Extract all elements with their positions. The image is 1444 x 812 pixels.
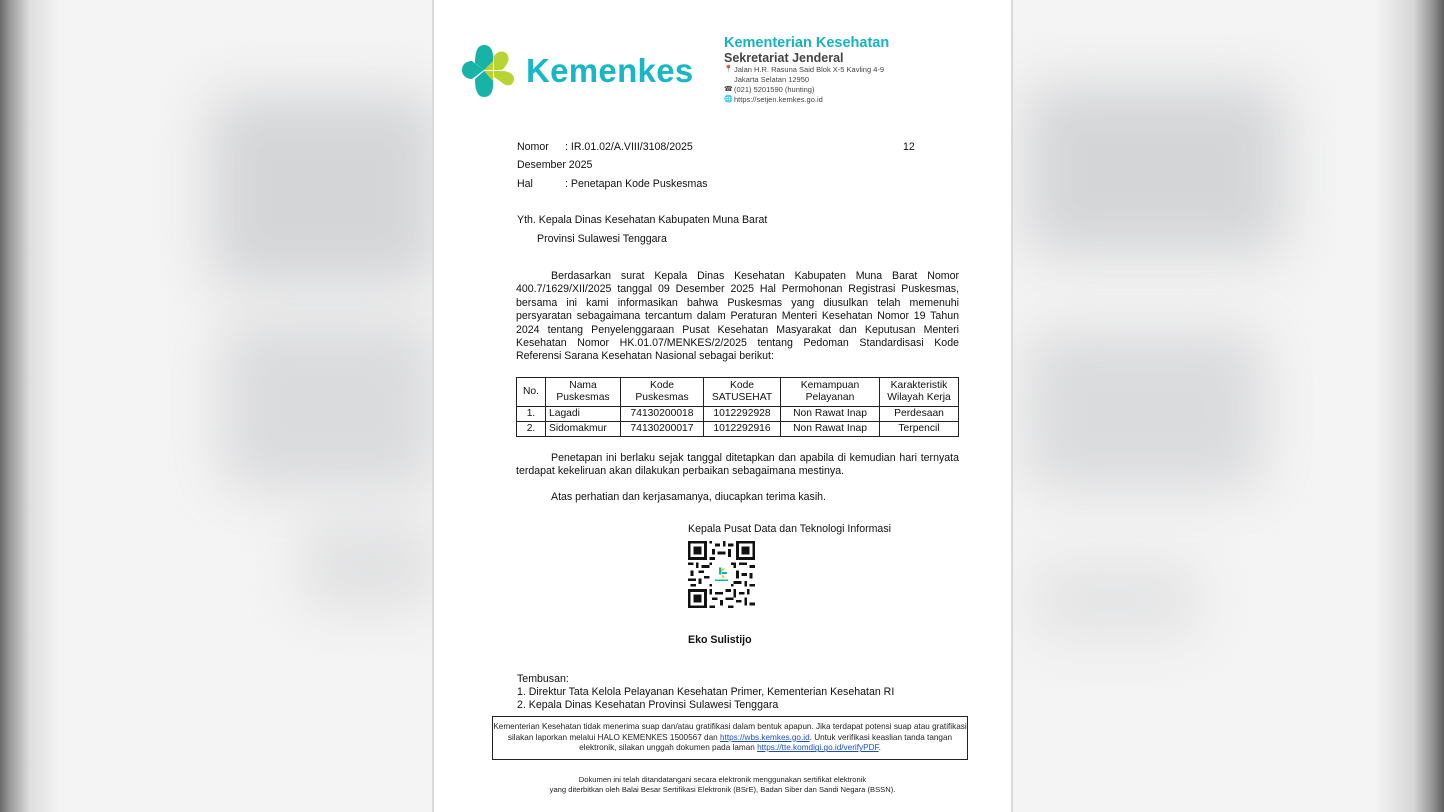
hal-value: : Penetapan Kode Puskesmas — [565, 178, 708, 190]
wbs-link[interactable]: https://wbs.kemkes.go.id — [719, 732, 810, 742]
puskesmas-table — [516, 377, 959, 437]
e-signature-footer — [434, 775, 1011, 795]
table-header-row — [517, 378, 959, 407]
cell-no: 2. — [517, 422, 546, 437]
hal-label: Hal — [517, 178, 533, 190]
cell-kode-puskesmas: 74130200017 — [621, 422, 704, 437]
notice-text: Kementerian Kesehatan tidak menerima suap dan/atau gratifikasi dalam bentuk apapun. Jika terdapat potensi suap atau gratifikasi silakan laporkan melalui HALO KEMENKES 1500567 dan — [493, 722, 967, 742]
blur-shape — [1025, 330, 1265, 490]
notice-text: . Untuk verifikasi keaslian tanda tangan elektronik, silakan unggah dokumen pada laman — [579, 732, 953, 753]
footer-line-2: yang diterbitkan oleh Balai Besar Sertifikasi Elektronik (BSrE), Badan Siber dan Sandi Negara (BSSN). — [549, 785, 896, 794]
col-nama: Nama Puskesmas — [546, 378, 621, 407]
tembusan-item-1: 1. Direktur Tata Kelola Pelayanan Kesehatan Primer, Kementerian Kesehatan RI — [517, 686, 895, 698]
org-subunit: Sekretariat Jenderal — [724, 51, 844, 65]
footer-line-1: Dokumen ini telah ditandatangani secara elektronik menggunakan sertifikat elektronik — [578, 775, 867, 784]
nomor-value: : IR.01.02/A.VIII/3108/2025 — [565, 141, 693, 153]
cell-nama: Sidomakmur — [546, 422, 621, 437]
tembusan-label: Tembusan: — [517, 673, 569, 685]
qr-code-icon — [688, 541, 755, 608]
kemenkes-logo-icon — [462, 43, 516, 99]
body-paragraph-2: Penetapan ini berlaku sejak tanggal ditetapkan dan apabila di kemudian hari ternyata terdapat kekeliruan akan dilakukan perbaikan sebagaimana mestinya. — [516, 452, 959, 478]
tembusan-item-2: 2. Kepala Dinas Kesehatan Provinsi Sulawesi Tenggara — [517, 699, 779, 711]
phone-icon: ☎ — [724, 86, 733, 93]
cell-kode-puskesmas: 74130200018 — [621, 407, 704, 422]
blur-shape — [220, 320, 440, 490]
blur-shape — [300, 520, 440, 610]
location-pin-icon: 📍 — [724, 66, 733, 73]
nomor-label: Nomor — [517, 141, 549, 153]
recipient-line-2: Provinsi Sulawesi Tenggara — [537, 233, 667, 245]
cell-kemampuan: Non Rawat Inap — [781, 422, 880, 437]
document-page — [432, 0, 1013, 812]
cell-karakteristik: Terpencil — [880, 422, 959, 437]
anti-gratification-notice — [492, 716, 968, 760]
signer-name: Eko Sulistijo — [688, 634, 752, 646]
address-line — [724, 65, 889, 75]
blur-shape — [1025, 85, 1285, 255]
cell-karakteristik: Perdesaan — [880, 407, 959, 422]
cell-nama: Lagadi — [546, 407, 621, 422]
recipient-line-1: Yth. Kepala Dinas Kesehatan Kabupaten Muna Barat — [517, 214, 768, 226]
blur-shape — [1030, 560, 1200, 640]
body-paragraph-1: Berdasarkan surat Kepala Dinas Kesehatan Kabupaten Muna Barat Nomor 400.7/1629/XII/2025 tanggal 09 Desember 2025 Hal Permohonan Registrasi Puskesmas, bersama ini kami informasikan bahwa Puskesmas yang diusulkan telah memenuhi persyaratan sebagaimana tercantum dalam Peraturan Menteri Kesehatan Nomor 19 Tahun 2024 tentang Penyelenggaraan Pusat Kesehatan Masyarakat dan Keputusan Menteri Kesehatan Nomor HK.01.07/MENKES/2/2025 tentang Pedoman Standardisasi Kode Referensi Sarana Kesehatan Nasional sebagai berikut: — [516, 270, 959, 363]
date-day: 12 — [903, 141, 915, 153]
col-kemampuan: Kemampuan Pelayanan — [781, 378, 880, 407]
right-vignette — [1374, 0, 1444, 812]
signer-title: Kepala Pusat Data dan Teknologi Informasi — [688, 523, 891, 535]
org-block — [724, 36, 889, 105]
address-text: Jalan H.R. Rasuna Said Blok X-5 Kavling 4-9 — [734, 65, 885, 74]
cell-no: 1. — [517, 407, 546, 422]
col-kode-satusehat: Kode SATUSEHAT — [704, 378, 781, 407]
globe-icon: 🌐 — [724, 96, 733, 103]
address-line-2: Jakarta Selatan 12950 — [734, 75, 810, 84]
kemenkes-wordmark: Kemenkes — [526, 52, 694, 89]
phone-text: (021) 5201590 (hunting) — [734, 85, 815, 94]
phone-line — [724, 85, 889, 95]
col-karakteristik: Karakteristik Wilayah Kerja — [880, 378, 959, 407]
date-month-year: Desember 2025 — [517, 159, 593, 171]
blur-shape — [210, 95, 440, 285]
col-no: No. — [517, 378, 546, 407]
col-kode-puskesmas: Kode Puskesmas — [621, 378, 704, 407]
left-vignette — [0, 0, 60, 812]
table-row — [517, 407, 959, 422]
website-line — [724, 95, 889, 105]
notice-text: . — [878, 743, 881, 753]
cell-kode-satusehat: 1012292928 — [704, 407, 781, 422]
table-row — [517, 422, 959, 437]
cell-kode-satusehat: 1012292916 — [704, 422, 781, 437]
verify-pdf-link[interactable]: https://tte.komdigi.go.id/verifyPDF — [757, 743, 879, 753]
cell-kemampuan: Non Rawat Inap — [781, 407, 880, 422]
org-name: Kementerian Kesehatan — [724, 35, 890, 51]
website-text: https://setjen.kemkes.go.id — [734, 95, 823, 104]
body-paragraph-3: Atas perhatian dan kerjasamanya, diucapkan terima kasih. — [551, 491, 827, 503]
